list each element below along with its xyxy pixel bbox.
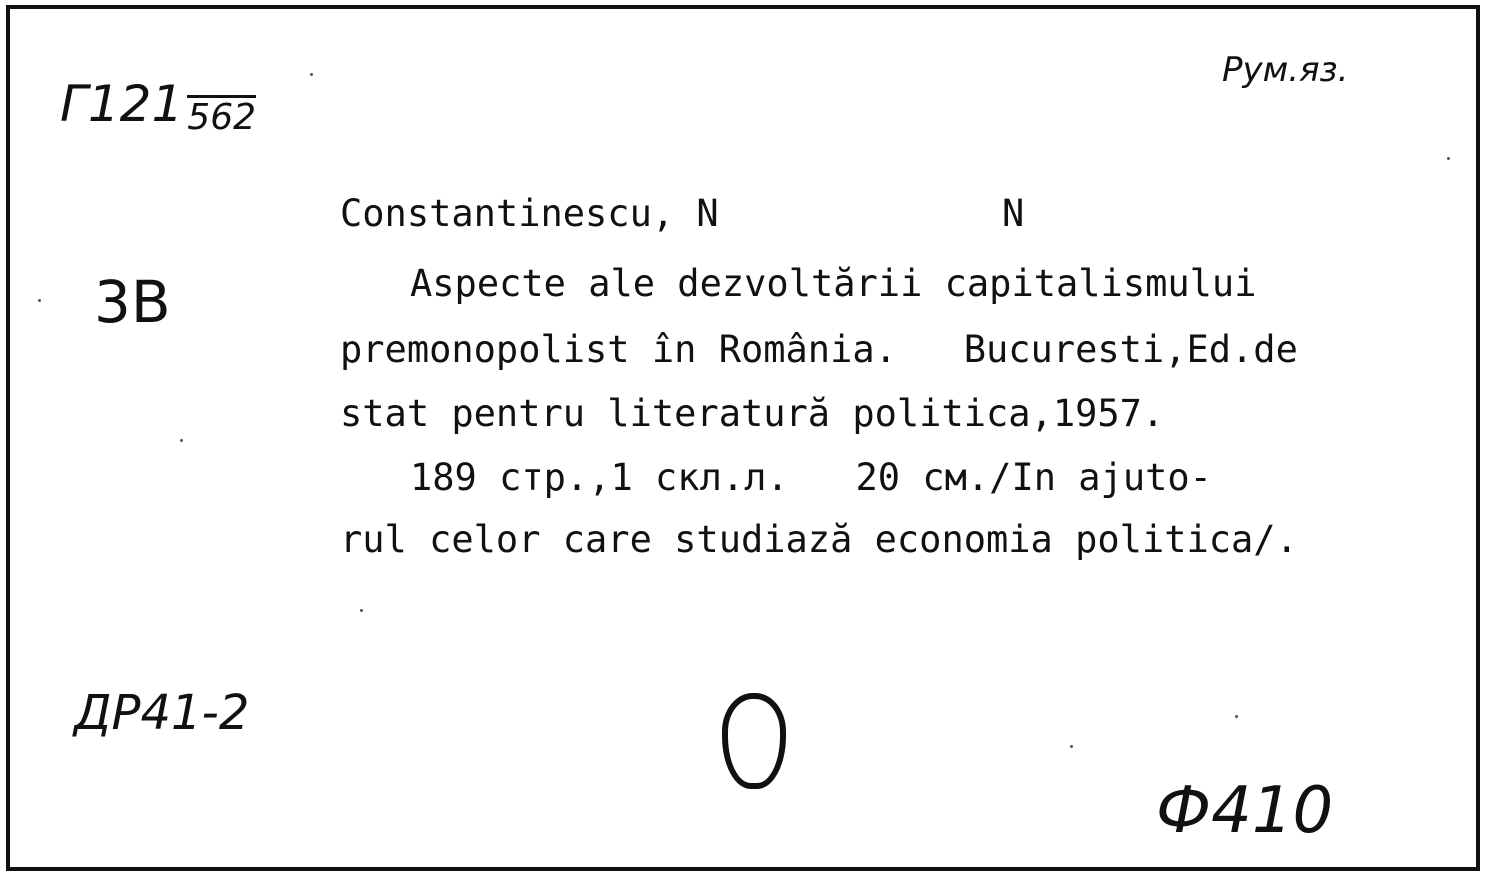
catalog-card [6,5,1480,871]
collation-line-2: rul celor care studiază economia politica/. [340,518,1298,561]
fond-mark: Ф410 [1156,774,1334,848]
speck [1070,745,1073,748]
heading-author: Constantinescu, N [340,192,719,235]
title-line-3: stat pentru literatură politica,1957. [340,392,1165,435]
call-number-main: Г121 [60,75,184,133]
title-line-2: premonopolist în România. Bucuresti,Ed.de [340,328,1298,371]
collation-line-1: 189 стр.,1 скл.л. 20 см./In ajuto- [410,456,1212,499]
title-line-1: Aspecte ale dezvoltării capitalismului [410,262,1257,305]
language-note: Рум.яз. [1222,50,1349,90]
card-punch-hole [722,693,786,789]
speck [38,299,41,302]
speck [360,609,363,612]
heading-initial: N [1002,192,1025,235]
register-mark: ДР41-2 [74,685,250,741]
speck [180,439,183,442]
speck [1447,157,1450,160]
speck [310,73,313,76]
call-number-sub: 562 [187,97,257,138]
shelf-mark: 3B [94,268,171,336]
speck [1235,715,1238,718]
call-number [60,75,257,138]
